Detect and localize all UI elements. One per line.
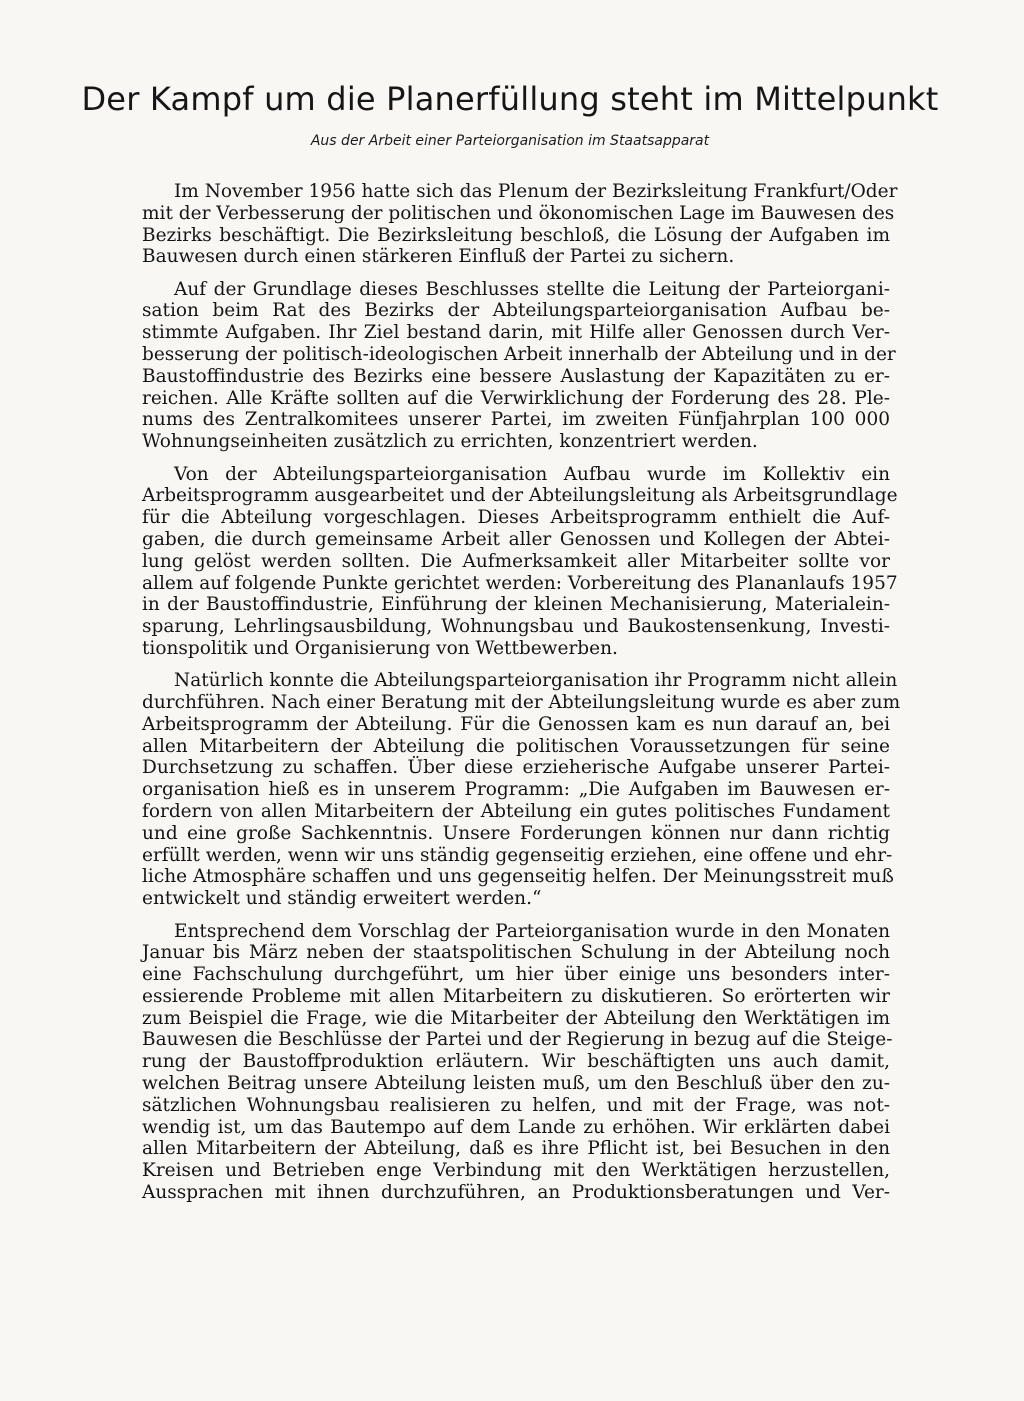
text-line: mit der Verbesserung der politischen und ökonomischen Lage im Bauwesen des — [142, 202, 895, 224]
text-line: fordern von allen Mitarbeitern der Abteilung ein gutes politisches Fundament — [142, 801, 890, 823]
text-line: sparung, Lehrlingsausbildung, Wohnungsbau und Baukostensenkung, Investi- — [142, 616, 890, 638]
text-line: allen Mitarbeitern der Abteilung die politischen Voraussetzungen für seine — [142, 735, 890, 757]
paragraph — [142, 181, 898, 268]
text-line: welchen Beitrag unsere Abteilung leisten muß, um den Beschluß über den zu- — [142, 1073, 890, 1095]
text-line: Bauwesen durch einen stärkeren Einfluß der Partei zu sichern. — [142, 246, 735, 268]
paragraph — [142, 463, 898, 660]
text-line: zum Beispiel die Frage, wie die Mitarbeiter der Abteilung den Werktätigen im — [142, 1007, 890, 1029]
text-line: reichen. Alle Kräfte sollten auf die Verwirklichung der Forderung des 28. Ple- — [142, 387, 890, 409]
text-line: essierende Probleme mit allen Mitarbeitern zu diskutieren. So erörterten wir — [142, 985, 890, 1007]
text-line: Entsprechend dem Vorschlag der Parteiorganisation wurde in den Monaten — [174, 920, 890, 942]
text-line: erfüllt werden, wenn wir uns ständig gegenseitig erziehen, eine offene und ehr- — [142, 844, 893, 866]
text-line: Januar bis März neben der staatspolitischen Schulung in der Abteilung noch — [142, 942, 890, 964]
text-line: stimmte Aufgaben. Ihr Ziel bestand darin, mit Hilfe aller Genossen durch Ver- — [142, 322, 890, 344]
text-line: Baustoffindustrie des Bezirks eine bessere Auslastung der Kapazitäten zu er- — [142, 365, 890, 387]
text-line: sation beim Rat des Bezirks der Abteilungsparteiorganisation Aufbau be- — [142, 300, 890, 322]
text-line: rung der Baustoffproduktion erläutern. Wir beschäftigten uns auch damit, — [142, 1051, 890, 1073]
article-body — [142, 181, 901, 1214]
text-line: für die Abteilung vorgeschlagen. Dieses Arbeitsprogramm enthielt die Auf- — [142, 507, 890, 529]
text-line: Durchsetzung zu schaffen. Über diese erzieherische Aufgabe unserer Partei- — [142, 757, 890, 779]
paragraph — [142, 278, 896, 453]
text-line: besserung der politisch-ideologischen Arbeit innerhalb der Abteilung und in der — [142, 344, 896, 366]
text-line: Wohnungseinheiten zusätzlich zu errichten, konzentriert werden. — [142, 431, 758, 453]
text-line: Aussprachen mit ihnen durchzuführen, an Produktionsberatungen und Ver- — [142, 1182, 890, 1204]
text-line: nums des Zentralkomitees unserer Partei, im zweiten Fünfjahrplan 100 000 — [142, 409, 890, 431]
text-line: Auf der Grundlage dieses Beschlusses stellte die Leitung der Parteiorgani- — [174, 278, 890, 300]
text-line: in der Baustoffindustrie, Einführung der kleinen Mechanisierung, Materialein- — [142, 594, 890, 616]
page-subtitle: Aus der Arbeit einer Parteiorganisation im Staatsapparat — [310, 133, 710, 149]
text-line: Bauwesen die Beschlüsse der Partei und der Regierung in bezug auf die Steige- — [142, 1029, 893, 1051]
text-line: gaben, die durch gemeinsame Arbeit aller Genossen und Kollegen der Abtei- — [142, 528, 890, 550]
text-line: und eine große Sachkenntnis. Unsere Forderungen können nur dann richtig — [142, 822, 890, 844]
text-line: Natürlich konnte die Abteilungsparteiorganisation ihr Programm nicht allein — [174, 670, 898, 692]
text-line: tionspolitik und Organisierung von Wettbewerben. — [142, 637, 618, 659]
text-line: Von der Abteilungsparteiorganisation Aufbau wurde im Kollektiv ein — [174, 463, 890, 485]
page-title: Der Kampf um die Planerfüllung steht im Mittelpunkt — [81, 80, 939, 118]
text-line: Bezirks beschäftigt. Die Bezirksleitung beschloß, die Lösung der Aufgaben im — [142, 224, 890, 246]
paragraph — [142, 670, 901, 910]
text-line: eine Fachschulung durchgeführt, um hier über einige uns besonders inter- — [142, 964, 890, 986]
text-line: lung gelöst werden sollten. Die Aufmerksamkeit aller Mitarbeiter sollte vor — [142, 550, 890, 572]
text-line: entwickelt und ständig erweitert werden.“ — [142, 888, 542, 910]
text-line: Arbeitsprogramm der Abteilung. Für die Genossen kam es nun darauf an, bei — [142, 713, 890, 735]
text-line: Im November 1956 hatte sich das Plenum der Bezirksleitung Frankfurt/Oder — [174, 181, 898, 202]
text-line: organisation hieß es in unserem Programm: „Die Aufgaben im Bauwesen er- — [142, 779, 890, 801]
text-line: Kreisen und Betrieben enge Verbindung mit den Werktätigen herzustellen, — [142, 1160, 890, 1182]
text-line: durchführen. Nach einer Beratung mit der Abteilungsleitung wurde es aber zum — [142, 692, 901, 714]
paragraph — [142, 920, 893, 1204]
text-line: sätzlichen Wohnungsbau realisieren zu helfen, und mit der Frage, was not- — [142, 1094, 890, 1116]
text-line: allem auf folgende Punkte gerichtet werden: Vorbereitung des Plananlaufs 1957 — [142, 572, 898, 594]
text-line: wendig ist, um das Bautempo auf dem Lande zu erhöhen. Wir erklärten dabei — [142, 1116, 890, 1138]
text-line: Arbeitsprogramm ausgearbeitet und der Abteilungsleitung als Arbeitsgrundlage — [142, 485, 898, 507]
text-line: liche Atmosphäre schaffen und uns gegenseitig helfen. Der Meinungsstreit muß — [142, 866, 894, 888]
text-line: allen Mitarbeitern der Abteilung, daß es ihre Pflicht ist, bei Besuchen in den — [142, 1138, 890, 1160]
